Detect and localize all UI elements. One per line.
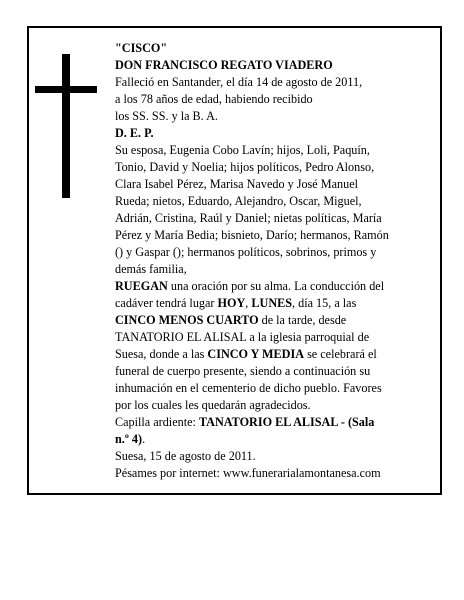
prayer-line: RUEGAN una oración por su alma. La conducción del	[115, 279, 385, 293]
death-info-line: Falleció en Santander, el día 14 de agosto de 2011,	[115, 75, 363, 89]
chapel-place: TANATORIO EL ALISAL - (Sala	[198, 415, 375, 429]
prayer-line: funeral de cuerpo presente, siendo a continuación su	[115, 364, 371, 378]
family-line: Su esposa, Eugenia Cobo Lavín; hijos, Loli, Paquín,	[115, 143, 370, 157]
family-line: () y Gaspar (); hermanos políticos, sobrinos, primos y	[115, 245, 377, 259]
prayer-line: Suesa, donde a las CINCO Y MEDIA se celebrará el	[115, 347, 377, 361]
family-line: Pérez y María Bedia; bisnieto, Darío; hermanos, Ramón	[115, 228, 389, 242]
dep-label: D. E. P.	[115, 126, 154, 140]
obituary-text	[115, 40, 422, 482]
family-line: Clara Isabel Pérez, Marisa Navedo y José Manuel	[115, 177, 358, 191]
prayer-line: TANATORIO EL ALISAL a la iglesia parroquial de	[115, 330, 370, 344]
ruegan-label: RUEGAN	[115, 279, 168, 293]
date-place: Suesa, 15 de agosto de 2011.	[115, 449, 256, 463]
cross-vertical-bar	[62, 54, 70, 198]
prayer-line: CINCO MENOS CUARTO de la tarde, desde	[115, 313, 347, 327]
family-line: Adrián, Cristina, Raúl y Daniel; nietas políticas, María	[115, 211, 382, 225]
deceased-nickname: "CISCO"	[115, 41, 168, 55]
chapel-room: n.º 4)	[115, 432, 143, 446]
condolences-line: Pésames por internet: www.funerarialamontanesa.com	[115, 466, 381, 480]
family-line: Tonio, David y Noelia; hijos políticos, Pedro Alonso,	[115, 160, 375, 174]
death-info-line: a los 78 años de edad, habiendo recibido	[115, 92, 313, 106]
prayer-line: inhumación en el cementerio de dicho pueblo. Favores	[115, 381, 382, 395]
prayer-line: por los cuales les quedarán agradecidos.	[115, 398, 311, 412]
prayer-line: cadáver tendrá lugar HOY, LUNES, día 15, a las	[115, 296, 357, 310]
death-info-line: los SS. SS. y la B. A.	[115, 109, 218, 123]
cross-horizontal-bar	[35, 86, 97, 93]
cross-icon	[35, 54, 97, 198]
family-line: Rueda; nietos, Eduardo, Alejandro, Oscar, Miguel,	[115, 194, 362, 208]
chapel-label: Capilla ardiente:	[115, 415, 199, 429]
chapel-line: n.º 4).	[115, 432, 146, 446]
deceased-name: DON FRANCISCO REGATO VIADERO	[115, 58, 333, 72]
family-line: demás familia,	[115, 262, 187, 276]
chapel-line	[115, 414, 422, 431]
today-label: HOY	[217, 296, 246, 310]
procession-time: CINCO MENOS CUARTO	[115, 313, 259, 327]
weekday-label: LUNES	[251, 296, 293, 310]
funeral-time: CINCO Y MEDIA	[207, 347, 305, 361]
